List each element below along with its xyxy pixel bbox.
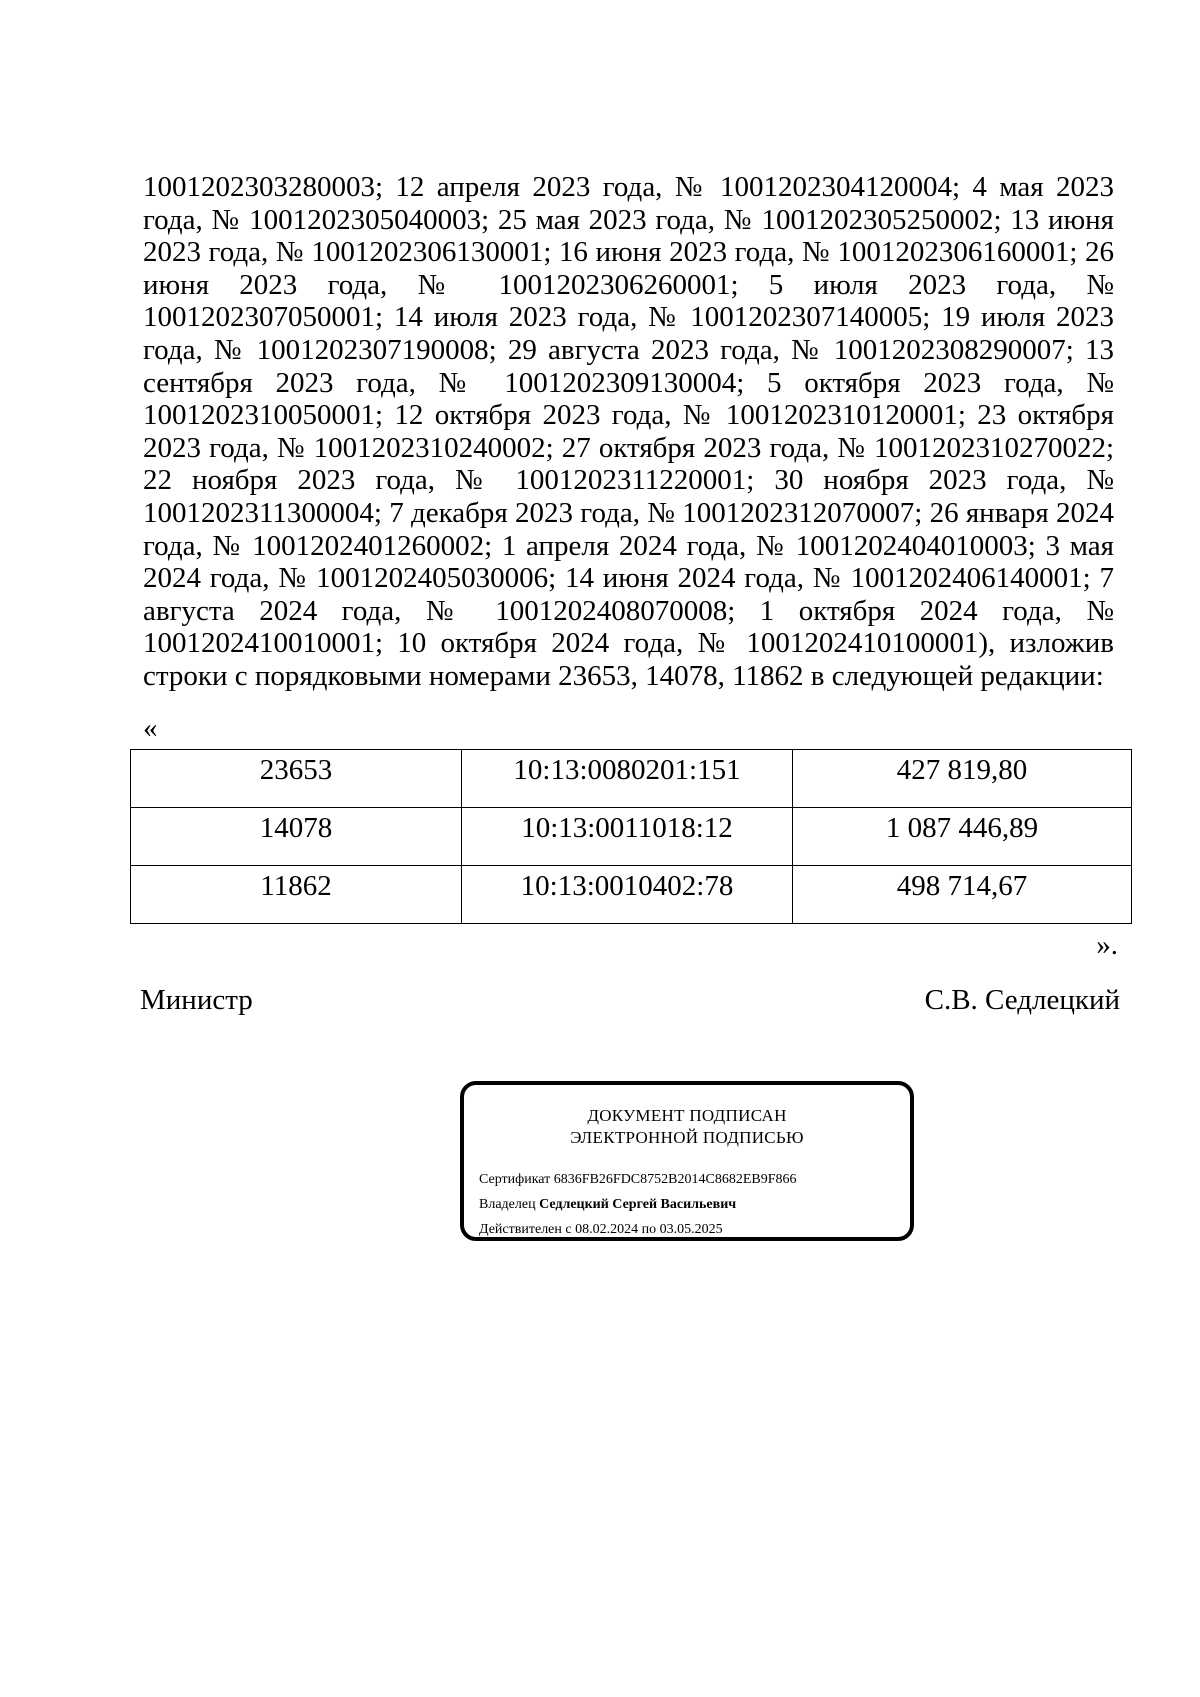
valid-to-label: по (641, 1222, 657, 1237)
value-cell: 427 819,80 (793, 750, 1132, 808)
certificate-label: Сертификат (479, 1172, 551, 1187)
cadastral-number-cell: 10:13:0080201:151 (462, 750, 793, 808)
cadastral-number-cell: 10:13:0010402:78 (462, 866, 793, 924)
row-number-cell: 23653 (131, 750, 462, 808)
table-row (131, 808, 1132, 866)
body-paragraph: 1001202303280003; 12 апреля 2023 года, № 1001202304120004; 4 мая 2023 года, № 1001202305040003; 25 мая 2023 года, № 1001202305250002; 13 июня 2023 года, № 1001202306130001; 16 июня 2023 года, № 1001202306160001; 26 июня 2023 года, № 1001202306260001; 5 июля 2023 года, № 1001202307050001; 14 июля 2023 года, № 1001202307140005; 19 июля 2023 года, № 1001202307190008; 29 августа 2023 года, № 1001202308290007; 13 сентября 2023 года, № 1001202309130004; 5 октября 2023 года, № 1001202310050001; 12 октября 2023 года, № 1001202310120001; 23 октября 2023 года, № 1001202310240002; 27 октября 2023 года, № 1001202310270022; 22 ноября 2023 года, № 1001202311220001; 30 ноября 2023 года, № 1001202311300004; 7 декабря 2023 года, № 1001202312070007; 26 января 2024 года, № 1001202401260002; 1 апреля 2024 года, № 1001202404010003; 3 мая 2024 года, № 1001202405030006; 14 июня 2024 года, № 1001202406140001; 7 августа 2024 года, № 1001202408070008; 1 октября 2024 года, № 1001202410010001; 10 октября 2024 года, № 1001202410100001), изложив строки с порядковыми номерами 23653, 14078, 11862 в следующей редакции: (143, 171, 1114, 692)
stamp-header-line-2: ЭЛЕКТРОННОЙ ПОДПИСЬЮ (570, 1128, 804, 1147)
table-row (131, 866, 1132, 924)
row-number-cell: 11862 (131, 866, 462, 924)
row-number-cell: 14078 (131, 808, 462, 866)
cadastral-number-cell: 10:13:0011018:12 (462, 808, 793, 866)
owner-value: Седлецкий Сергей Васильевич (539, 1197, 737, 1212)
electronic-signature-stamp (460, 1081, 914, 1241)
valid-to-date: 03.05.2025 (659, 1222, 723, 1237)
amendment-table (130, 749, 1132, 924)
stamp-header-line-1: ДОКУМЕНТ ПОДПИСАН (587, 1106, 787, 1125)
stamp-header (464, 1105, 910, 1149)
owner-line (479, 1192, 797, 1217)
valid-from-date: 08.02.2024 (575, 1222, 639, 1237)
value-cell: 498 714,67 (793, 866, 1132, 924)
stamp-details (479, 1167, 797, 1242)
validity-line (479, 1217, 797, 1242)
opening-quote: « (143, 712, 158, 744)
table-row (131, 750, 1132, 808)
signatory-name: С.В. Седлецкий (924, 984, 1120, 1016)
certificate-value: 6836FB26FDC8752B2014C8682EB9F866 (553, 1172, 797, 1187)
certificate-line (479, 1167, 797, 1192)
signatory-title: Министр (140, 984, 253, 1016)
closing-quote: ». (1096, 929, 1118, 961)
value-cell: 1 087 446,89 (793, 808, 1132, 866)
owner-label: Владелец (479, 1197, 536, 1212)
valid-from-label: Действителен с (479, 1222, 572, 1237)
